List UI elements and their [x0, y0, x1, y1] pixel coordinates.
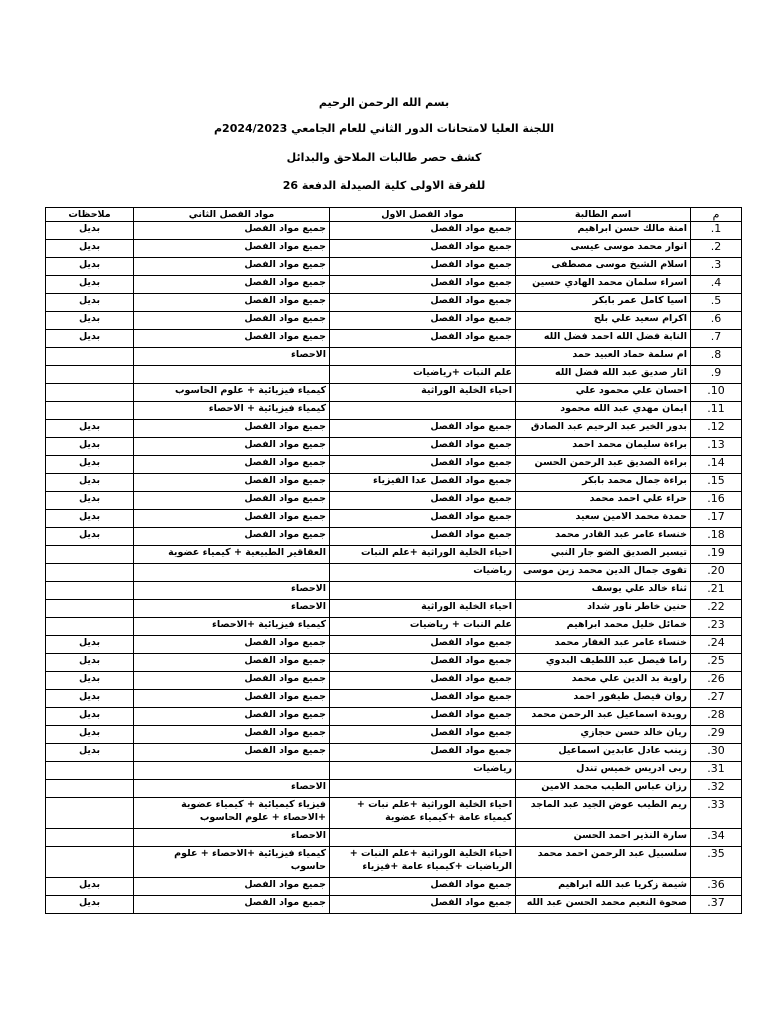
semester2-subjects [134, 366, 330, 384]
student-name: سارة النذير احمد الحسن [516, 829, 691, 847]
student-name: انوار محمد موسى عيسى [516, 240, 691, 258]
notes-cell: بديل [46, 420, 134, 438]
notes-cell: بديل [46, 438, 134, 456]
semester2-subjects: جميع مواد الفصل [134, 294, 330, 312]
student-name: حراء علي احمد محمد [516, 492, 691, 510]
notes-cell [46, 780, 134, 798]
semester2-subjects: جميع مواد الفصل [134, 878, 330, 896]
semester2-subjects: جميع مواد الفصل [134, 420, 330, 438]
semester2-subjects: جميع مواد الفصل [134, 510, 330, 528]
student-name: براءة الصديق عبد الرحمن الحسن [516, 456, 691, 474]
semester1-subjects: جميع مواد الفصل [330, 708, 516, 726]
semester2-subjects: جميع مواد الفصل [134, 276, 330, 294]
student-name: ربى ادريس خميس تندل [516, 762, 691, 780]
student-name: تقوى جمال الدين محمد زين موسى [516, 564, 691, 582]
header-notes: ملاحظات [46, 208, 134, 222]
semester1-subjects: جميع مواد الفصل [330, 878, 516, 896]
semester2-subjects: جميع مواد الفصل [134, 258, 330, 276]
semester2-subjects: الاحصاء [134, 348, 330, 366]
semester1-subjects: جميع مواد الفصل [330, 240, 516, 258]
semester1-subjects: جميع مواد الفصل [330, 744, 516, 762]
semester1-subjects: جميع مواد الفصل [330, 258, 516, 276]
student-name: اسلام الشيخ موسى مصطفى [516, 258, 691, 276]
student-name: تيسير الصديق الضو جار النبي [516, 546, 691, 564]
semester2-subjects: كيمياء فيزيائية + الاحصاء [134, 402, 330, 420]
semester2-subjects: كيمياء فيزيائية +الاحصاء [134, 618, 330, 636]
semester1-subjects: جميع مواد الفصل [330, 438, 516, 456]
notes-cell: بديل [46, 690, 134, 708]
basmala-heading: بسم الله الرحمن الرحيم [318, 96, 450, 109]
row-number: 20. [691, 564, 742, 582]
student-name: خنساء عامر عبد الغفار محمد [516, 636, 691, 654]
notes-cell: بديل [46, 708, 134, 726]
notes-cell: بديل [46, 528, 134, 546]
table-row [46, 474, 742, 492]
student-name: صحوة النعيم محمد الحسن عبد الله [516, 896, 691, 914]
semester1-subjects: جميع مواد الفصل [330, 492, 516, 510]
row-number: 25. [691, 654, 742, 672]
semester1-subjects: جميع مواد الفصل [330, 896, 516, 914]
semester1-subjects [330, 780, 516, 798]
table-row [46, 348, 742, 366]
table-row [46, 240, 742, 258]
semester1-subjects: جميع مواد الفصل [330, 726, 516, 744]
student-name: ريان خالد حسن حجازي [516, 726, 691, 744]
semester2-subjects: جميع مواد الفصل [134, 672, 330, 690]
row-number: 34. [691, 829, 742, 847]
row-number: 33. [691, 798, 742, 829]
row-number: 24. [691, 636, 742, 654]
semester1-subjects: جميع مواد الفصل [330, 276, 516, 294]
notes-cell: بديل [46, 726, 134, 744]
student-name: ام سلمة حماد العبيد حمد [516, 348, 691, 366]
row-number: 3. [691, 258, 742, 276]
row-number: 36. [691, 878, 742, 896]
table-row [46, 276, 742, 294]
table-row [46, 330, 742, 348]
student-name: بدور الخير عبد الرحيم عبد الصادق [516, 420, 691, 438]
notes-cell: بديل [46, 878, 134, 896]
row-number: 9. [691, 366, 742, 384]
semester1-subjects: احياء الخلية الوراثية +علم النبات [330, 546, 516, 564]
semester2-subjects: جميع مواد الفصل [134, 240, 330, 258]
table-row [46, 294, 742, 312]
row-number: 31. [691, 762, 742, 780]
table-row [46, 798, 742, 829]
semester1-subjects: جميع مواد الفصل [330, 420, 516, 438]
table-row [46, 896, 742, 914]
table-row [46, 528, 742, 546]
notes-cell: بديل [46, 456, 134, 474]
semester2-subjects: جميع مواد الفصل [134, 312, 330, 330]
table-row [46, 564, 742, 582]
student-name: النابة فضل الله احمد فضل الله [516, 330, 691, 348]
table-row [46, 708, 742, 726]
semester2-subjects: جميع مواد الفصل [134, 456, 330, 474]
row-number: 5. [691, 294, 742, 312]
semester1-subjects: جميع مواد الفصل [330, 330, 516, 348]
semester2-subjects: جميع مواد الفصل [134, 654, 330, 672]
header-name: اسم الطالبة [516, 208, 691, 222]
semester1-subjects: جميع مواد الفصل [330, 456, 516, 474]
semester1-subjects: جميع مواد الفصل عدا الفيزياء [330, 474, 516, 492]
table-row [46, 618, 742, 636]
semester2-subjects: جميع مواد الفصل [134, 726, 330, 744]
notes-cell: بديل [46, 294, 134, 312]
row-number: 27. [691, 690, 742, 708]
notes-cell [46, 762, 134, 780]
student-name: ريم الطيب عوض الجيد عبد الماجد [516, 798, 691, 829]
row-number: 4. [691, 276, 742, 294]
semester2-subjects: جميع مواد الفصل [134, 636, 330, 654]
row-number: 7. [691, 330, 742, 348]
semester2-subjects: الاحصاء [134, 780, 330, 798]
notes-cell: بديل [46, 312, 134, 330]
table-row [46, 847, 742, 878]
row-number: 13. [691, 438, 742, 456]
semester1-subjects [330, 402, 516, 420]
semester2-subjects: جميع مواد الفصل [134, 222, 330, 240]
table-header-row [46, 208, 742, 222]
student-name: اسيا كامل عمر بابكر [516, 294, 691, 312]
student-name: ايمان مهدي عبد الله محمود [516, 402, 691, 420]
semester1-subjects [330, 829, 516, 847]
row-number: 19. [691, 546, 742, 564]
semester1-subjects: جميع مواد الفصل [330, 672, 516, 690]
row-number: 6. [691, 312, 742, 330]
student-name: خمائل خليل محمد ابراهيم [516, 618, 691, 636]
student-name: ثناء خالد علي يوسف [516, 582, 691, 600]
row-number: 8. [691, 348, 742, 366]
student-name: خنساء عامر عبد القادر محمد [516, 528, 691, 546]
notes-cell [46, 600, 134, 618]
notes-cell: بديل [46, 240, 134, 258]
table-row [46, 456, 742, 474]
semester1-subjects: احياء الخلية الوراثية +علم النبات + الرياضيات +كيمياء عامة +فيزياء [330, 847, 516, 878]
row-number: 17. [691, 510, 742, 528]
row-number: 11. [691, 402, 742, 420]
student-name: براءة جمال محمد بابكر [516, 474, 691, 492]
header-num: م [691, 208, 742, 222]
row-number: 23. [691, 618, 742, 636]
table-row [46, 222, 742, 240]
student-name: زينب عادل عابدين اسماعيل [516, 744, 691, 762]
semester1-subjects: جميع مواد الفصل [330, 294, 516, 312]
student-name: سلسبيل عبد الرحمن احمد محمد [516, 847, 691, 878]
student-name: امنة مالك حسن ابراهيم [516, 222, 691, 240]
row-number: 32. [691, 780, 742, 798]
notes-cell: بديل [46, 276, 134, 294]
row-number: 30. [691, 744, 742, 762]
table-row [46, 492, 742, 510]
semester2-subjects: جميع مواد الفصل [134, 492, 330, 510]
semester1-subjects: جميع مواد الفصل [330, 528, 516, 546]
notes-cell [46, 366, 134, 384]
row-number: 16. [691, 492, 742, 510]
table-row [46, 672, 742, 690]
notes-cell: بديل [46, 258, 134, 276]
notes-cell: بديل [46, 222, 134, 240]
table-row [46, 420, 742, 438]
table-row [46, 690, 742, 708]
table-row [46, 546, 742, 564]
notes-cell [46, 829, 134, 847]
semester1-subjects: جميع مواد الفصل [330, 636, 516, 654]
notes-cell [46, 564, 134, 582]
table-row [46, 780, 742, 798]
row-number: 37. [691, 896, 742, 914]
row-number: 26. [691, 672, 742, 690]
semester2-subjects: جميع مواد الفصل [134, 438, 330, 456]
semester1-subjects: رياضيات [330, 762, 516, 780]
students-table [45, 207, 742, 914]
semester1-subjects: علم النبات + رياضيات [330, 618, 516, 636]
row-number: 22. [691, 600, 742, 618]
semester2-subjects [134, 564, 330, 582]
table-row [46, 510, 742, 528]
table-row [46, 402, 742, 420]
student-name: راوية بد الدين علي محمد [516, 672, 691, 690]
student-name: اثار صديق عبد الله فضل الله [516, 366, 691, 384]
student-name: اكرام سعيد علي بلح [516, 312, 691, 330]
list-title: كشف حصر طالبات الملاحق والبدائل [286, 151, 482, 164]
class-subtitle: للفرقة الاولى كلية الصيدلة الدفعة 26 [282, 179, 486, 192]
table-body [46, 222, 742, 914]
row-number: 21. [691, 582, 742, 600]
semester1-subjects: علم النبات +رياضيات [330, 366, 516, 384]
header-sem1: مواد الفصل الاول [330, 208, 516, 222]
notes-cell: بديل [46, 330, 134, 348]
notes-cell: بديل [46, 654, 134, 672]
student-name: اسراء سلمان محمد الهادي حسين [516, 276, 691, 294]
student-name: راما فيصل عبد اللطيف البدوي [516, 654, 691, 672]
semester1-subjects: جميع مواد الفصل [330, 312, 516, 330]
table-row [46, 636, 742, 654]
notes-cell [46, 618, 134, 636]
notes-cell [46, 847, 134, 878]
notes-cell: بديل [46, 744, 134, 762]
semester1-subjects: احياء الخلية الوراثية [330, 600, 516, 618]
table-row [46, 384, 742, 402]
row-number: 14. [691, 456, 742, 474]
student-name: حمدة محمد الامين سعيد [516, 510, 691, 528]
table-row [46, 762, 742, 780]
semester2-subjects: جميع مواد الفصل [134, 690, 330, 708]
row-number: 1. [691, 222, 742, 240]
row-number: 18. [691, 528, 742, 546]
table-row [46, 258, 742, 276]
row-number: 15. [691, 474, 742, 492]
header-sem2: مواد الفصل الثاني [134, 208, 330, 222]
semester2-subjects: جميع مواد الفصل [134, 528, 330, 546]
student-name: رويدة اسماعيل عبد الرحمن محمد [516, 708, 691, 726]
student-name: حنين خاطر ناور شداد [516, 600, 691, 618]
semester2-subjects: كيمياء فيزيائية + علوم الحاسوب [134, 384, 330, 402]
semester1-subjects: جميع مواد الفصل [330, 510, 516, 528]
semester2-subjects: جميع مواد الفصل [134, 330, 330, 348]
table-row [46, 726, 742, 744]
notes-cell [46, 402, 134, 420]
row-number: 29. [691, 726, 742, 744]
student-name: روان فيصل طيفور احمد [516, 690, 691, 708]
student-name: رزان عباس الطيب محمد الامين [516, 780, 691, 798]
notes-cell: بديل [46, 492, 134, 510]
notes-cell: بديل [46, 896, 134, 914]
semester2-subjects: فيزياء كيميائية + كيمياء عضوية +الاحصاء + علوم الحاسوب [134, 798, 330, 829]
table-row [46, 878, 742, 896]
notes-cell [46, 384, 134, 402]
table-row [46, 654, 742, 672]
notes-cell: بديل [46, 636, 134, 654]
notes-cell: بديل [46, 510, 134, 528]
semester1-subjects: احياء الخلية الوراثية [330, 384, 516, 402]
semester2-subjects: الاحصاء [134, 829, 330, 847]
semester2-subjects: جميع مواد الفصل [134, 708, 330, 726]
semester2-subjects: جميع مواد الفصل [134, 896, 330, 914]
notes-cell [46, 582, 134, 600]
student-name: احسان علي محمود علي [516, 384, 691, 402]
semester2-subjects: جميع مواد الفصل [134, 474, 330, 492]
table-row [46, 744, 742, 762]
notes-cell [46, 546, 134, 564]
table-row [46, 312, 742, 330]
student-name: شيمة زكريا عبد الله ابراهيم [516, 878, 691, 896]
table-row [46, 366, 742, 384]
semester2-subjects: الاحصاء [134, 582, 330, 600]
notes-cell [46, 798, 134, 829]
row-number: 28. [691, 708, 742, 726]
row-number: 12. [691, 420, 742, 438]
semester2-subjects: كيمياء فيزيائية +الاحصاء + علوم حاسوب [134, 847, 330, 878]
semester2-subjects [134, 762, 330, 780]
semester1-subjects: جميع مواد الفصل [330, 654, 516, 672]
student-name: براءة سليمان محمد احمد [516, 438, 691, 456]
committee-heading: اللجنة العليا لامتحانات الدور الثاني للعام الجامعي 2024/2023م [213, 122, 555, 135]
semester1-subjects [330, 582, 516, 600]
semester1-subjects [330, 348, 516, 366]
notes-cell: بديل [46, 474, 134, 492]
semester1-subjects: جميع مواد الفصل [330, 690, 516, 708]
table-row [46, 600, 742, 618]
semester2-subjects: العقاقير الطبيعية + كيمياء عضوية [134, 546, 330, 564]
semester1-subjects: رياضيات [330, 564, 516, 582]
row-number: 10. [691, 384, 742, 402]
table-row [46, 582, 742, 600]
table-row [46, 438, 742, 456]
row-number: 2. [691, 240, 742, 258]
row-number: 35. [691, 847, 742, 878]
notes-cell [46, 348, 134, 366]
semester2-subjects: جميع مواد الفصل [134, 744, 330, 762]
semester1-subjects: جميع مواد الفصل [330, 222, 516, 240]
table-row [46, 829, 742, 847]
semester2-subjects: الاحصاء [134, 600, 330, 618]
notes-cell: بديل [46, 672, 134, 690]
semester1-subjects: احياء الخلية الوراثية +علم نبات + كيمياء عامة +كيمياء عضوية [330, 798, 516, 829]
